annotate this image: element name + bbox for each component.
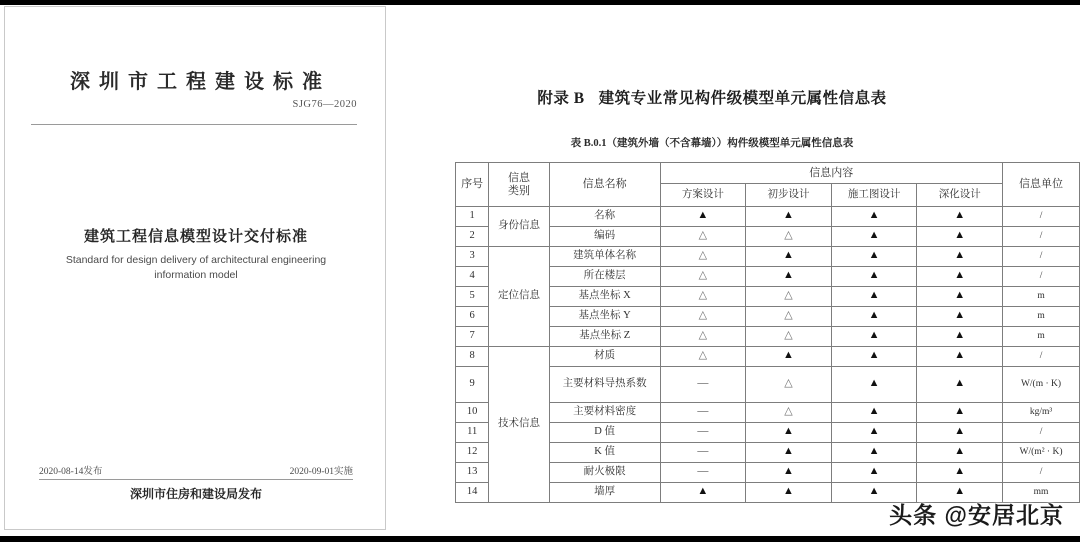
cell-stage-3 xyxy=(917,287,1003,307)
table-row xyxy=(456,367,1080,403)
cell-row-number: 12 xyxy=(456,443,489,463)
filled-triangle-icon: ▲ xyxy=(783,485,794,498)
cell-stage-3 xyxy=(917,443,1003,463)
table-row xyxy=(456,403,1080,423)
filled-triangle-icon: ▲ xyxy=(868,269,880,282)
open-triangle-icon: △ xyxy=(784,329,793,342)
dash-icon: — xyxy=(697,377,709,390)
filled-triangle-icon: ▲ xyxy=(954,349,966,362)
cell-stage-3 xyxy=(917,227,1003,247)
cell-stage-0 xyxy=(660,307,746,327)
filled-triangle-icon: ▲ xyxy=(783,425,794,438)
filled-triangle-icon: ▲ xyxy=(954,269,966,282)
cell-stage-3 xyxy=(917,463,1003,483)
top-black-bar xyxy=(0,0,1080,5)
filled-triangle-icon: ▲ xyxy=(868,485,880,498)
cover-standard-code: SJG76—2020 xyxy=(292,99,357,110)
table-header-row-1 xyxy=(456,163,1080,184)
appendix-page xyxy=(392,6,1080,530)
cell-info-name: 主要材料密度 xyxy=(549,403,660,423)
col-header-stage-3: 深化设计 xyxy=(917,184,1003,207)
filled-triangle-icon: ▲ xyxy=(868,405,880,418)
cell-stage-1 xyxy=(746,463,832,483)
cover-content xyxy=(27,7,365,529)
cell-stage-3 xyxy=(917,267,1003,287)
cell-stage-3 xyxy=(917,327,1003,347)
cell-row-number: 7 xyxy=(456,327,489,347)
appendix-heading-text: 建筑专业常见构件级模型单元属性信息表 xyxy=(598,90,887,107)
cell-stage-1 xyxy=(746,247,832,267)
filled-triangle-icon: ▲ xyxy=(868,309,880,322)
dash-icon: — xyxy=(697,425,709,438)
cover-effective-date: 2020-09-01实施 xyxy=(289,467,353,477)
filled-triangle-icon: ▲ xyxy=(954,377,966,390)
dash-icon: — xyxy=(697,445,709,458)
cell-stage-2 xyxy=(831,247,917,267)
cell-info-name: D 值 xyxy=(549,423,660,443)
open-triangle-icon: △ xyxy=(784,229,793,242)
cell-stage-1 xyxy=(746,267,832,287)
filled-triangle-icon: ▲ xyxy=(697,209,709,222)
cell-category: 定位信息 xyxy=(489,247,549,347)
cell-row-number: 8 xyxy=(456,347,489,367)
cell-stage-2 xyxy=(831,327,917,347)
cell-stage-0 xyxy=(660,403,746,423)
cover-page xyxy=(4,6,386,530)
filled-triangle-icon: ▲ xyxy=(868,445,880,458)
cell-stage-1 xyxy=(746,207,832,227)
filled-triangle-icon: ▲ xyxy=(868,289,880,302)
cover-dates xyxy=(39,463,353,479)
cell-stage-1 xyxy=(746,307,832,327)
filled-triangle-icon: ▲ xyxy=(954,465,966,478)
cell-stage-1 xyxy=(746,287,832,307)
cell-stage-3 xyxy=(917,247,1003,267)
col-header-name: 信息名称 xyxy=(549,163,660,207)
cell-stage-2 xyxy=(831,287,917,307)
filled-triangle-icon: ▲ xyxy=(954,289,966,302)
cell-stage-0 xyxy=(660,483,746,503)
cell-info-name: 所在楼层 xyxy=(549,267,660,287)
cell-row-number: 2 xyxy=(456,227,489,247)
cell-stage-2 xyxy=(831,443,917,463)
cell-unit: / xyxy=(1003,267,1080,287)
cell-stage-1 xyxy=(746,403,832,423)
filled-triangle-icon: ▲ xyxy=(783,445,794,458)
cell-info-name: 基点坐标 Y xyxy=(549,307,660,327)
cell-stage-3 xyxy=(917,423,1003,443)
cell-stage-2 xyxy=(831,423,917,443)
cover-publish-date: 2020-08-14发布 xyxy=(39,467,103,477)
cell-stage-3 xyxy=(917,207,1003,227)
cell-category: 身份信息 xyxy=(489,207,549,247)
open-triangle-icon: △ xyxy=(698,289,708,302)
filled-triangle-icon: ▲ xyxy=(868,229,880,242)
cover-main-title: 建筑工程信息模型设计交付标准 xyxy=(83,228,308,245)
cell-stage-3 xyxy=(917,367,1003,403)
filled-triangle-icon: ▲ xyxy=(783,349,794,362)
cell-stage-3 xyxy=(917,307,1003,327)
table-row xyxy=(456,247,1080,267)
cell-unit: W/(m · K) xyxy=(1003,367,1080,403)
cover-divider-rule xyxy=(31,124,357,125)
table-row xyxy=(456,287,1080,307)
cell-stage-0 xyxy=(660,287,746,307)
cell-unit: / xyxy=(1003,227,1080,247)
cell-stage-0 xyxy=(660,267,746,287)
cell-row-number: 13 xyxy=(456,463,489,483)
filled-triangle-icon: ▲ xyxy=(954,329,966,342)
filled-triangle-icon: ▲ xyxy=(868,465,880,478)
appendix-heading xyxy=(392,86,1032,108)
open-triangle-icon: △ xyxy=(698,309,708,322)
filled-triangle-icon: ▲ xyxy=(868,249,880,262)
cell-unit: m xyxy=(1003,287,1080,307)
cell-row-number: 11 xyxy=(456,423,489,443)
filled-triangle-icon: ▲ xyxy=(954,209,966,222)
cell-stage-0 xyxy=(660,347,746,367)
cell-info-name: 建筑单体名称 xyxy=(549,247,660,267)
table-row xyxy=(456,267,1080,287)
open-triangle-icon: △ xyxy=(698,269,708,282)
col-header-category-line1: 信息 xyxy=(508,171,531,184)
cell-unit: / xyxy=(1003,463,1080,483)
cell-stage-3 xyxy=(917,347,1003,367)
filled-triangle-icon: ▲ xyxy=(954,229,966,242)
cell-stage-2 xyxy=(831,463,917,483)
table-row xyxy=(456,307,1080,327)
attribute-info-table xyxy=(455,162,1080,503)
open-triangle-icon: △ xyxy=(784,289,793,302)
table-body xyxy=(456,207,1080,503)
cell-stage-2 xyxy=(831,347,917,367)
cell-row-number: 5 xyxy=(456,287,489,307)
cell-stage-0 xyxy=(660,423,746,443)
cell-row-number: 6 xyxy=(456,307,489,327)
filled-triangle-icon: ▲ xyxy=(954,249,966,262)
cell-stage-1 xyxy=(746,483,832,503)
col-header-category xyxy=(489,163,549,207)
cell-unit: kg/m³ xyxy=(1003,403,1080,423)
table-row xyxy=(456,207,1080,227)
open-triangle-icon: △ xyxy=(698,349,708,362)
cell-row-number: 9 xyxy=(456,367,489,403)
watermark: 头条 @安居北京 xyxy=(889,502,1064,528)
cell-stage-1 xyxy=(746,327,832,347)
cell-info-name: 耐火极限 xyxy=(549,463,660,483)
cell-row-number: 10 xyxy=(456,403,489,423)
cell-stage-2 xyxy=(831,403,917,423)
table-head xyxy=(456,163,1080,207)
filled-triangle-icon: ▲ xyxy=(868,377,880,390)
cell-row-number: 4 xyxy=(456,267,489,287)
filled-triangle-icon: ▲ xyxy=(868,349,880,362)
cell-stage-3 xyxy=(917,403,1003,423)
filled-triangle-icon: ▲ xyxy=(954,485,966,498)
cell-info-name: 基点坐标 X xyxy=(549,287,660,307)
table-row xyxy=(456,443,1080,463)
col-header-no: 序号 xyxy=(456,163,489,207)
cell-info-name: 材质 xyxy=(549,347,660,367)
cell-stage-2 xyxy=(831,227,917,247)
cover-standard-title: 深圳市工程建设标准 xyxy=(70,71,331,93)
cell-stage-1 xyxy=(746,443,832,463)
cell-stage-1 xyxy=(746,423,832,443)
cover-english-title: Standard for design delivery of architectural engineering information model xyxy=(65,254,327,281)
cell-unit: m xyxy=(1003,307,1080,327)
table-row xyxy=(456,423,1080,443)
cell-stage-2 xyxy=(831,207,917,227)
appendix-label: 附录 B xyxy=(537,90,585,107)
col-header-stage-2: 施工图设计 xyxy=(831,184,917,207)
filled-triangle-icon: ▲ xyxy=(954,309,966,322)
cell-stage-1 xyxy=(746,347,832,367)
filled-triangle-icon: ▲ xyxy=(783,249,794,262)
open-triangle-icon: △ xyxy=(698,229,708,242)
filled-triangle-icon: ▲ xyxy=(783,209,794,222)
cell-info-name: 主要材料导热系数 xyxy=(549,367,660,403)
col-header-content-group: 信息内容 xyxy=(660,163,1002,184)
open-triangle-icon: △ xyxy=(784,309,793,322)
cell-row-number: 1 xyxy=(456,207,489,227)
filled-triangle-icon: ▲ xyxy=(868,329,880,342)
table-row xyxy=(456,463,1080,483)
open-triangle-icon: △ xyxy=(698,249,708,262)
cell-category: 技术信息 xyxy=(489,347,549,503)
table-row xyxy=(456,347,1080,367)
cell-stage-2 xyxy=(831,267,917,287)
cover-dates-rule xyxy=(39,479,353,480)
table-caption: 表 B.0.1（建筑外墙（不含幕墙））构件级模型单元属性信息表 xyxy=(570,138,854,149)
table-row xyxy=(456,327,1080,347)
col-header-category-line2: 类别 xyxy=(508,184,531,197)
col-header-stage-1: 初步设计 xyxy=(746,184,832,207)
cell-row-number: 3 xyxy=(456,247,489,267)
filled-triangle-icon: ▲ xyxy=(954,405,966,418)
cell-info-name: 墙厚 xyxy=(549,483,660,503)
dash-icon: — xyxy=(697,405,709,418)
cell-stage-0 xyxy=(660,207,746,227)
filled-triangle-icon: ▲ xyxy=(868,209,880,222)
cell-stage-2 xyxy=(831,307,917,327)
cell-stage-1 xyxy=(746,367,832,403)
filled-triangle-icon: ▲ xyxy=(954,425,966,438)
cell-stage-2 xyxy=(831,367,917,403)
open-triangle-icon: △ xyxy=(784,405,793,418)
cell-info-name: 名称 xyxy=(549,207,660,227)
filled-triangle-icon: ▲ xyxy=(868,425,880,438)
cell-stage-1 xyxy=(746,227,832,247)
cell-stage-0 xyxy=(660,227,746,247)
cell-info-name: K 值 xyxy=(549,443,660,463)
cover-issuer: 深圳市住房和建设局发布 xyxy=(129,487,262,501)
open-triangle-icon: △ xyxy=(784,377,793,390)
cell-unit: m xyxy=(1003,327,1080,347)
dash-icon: — xyxy=(697,465,709,478)
filled-triangle-icon: ▲ xyxy=(783,465,794,478)
cell-row-number: 14 xyxy=(456,483,489,503)
cell-info-name: 编码 xyxy=(549,227,660,247)
filled-triangle-icon: ▲ xyxy=(954,445,966,458)
cell-stage-0 xyxy=(660,443,746,463)
filled-triangle-icon: ▲ xyxy=(697,485,709,498)
cell-stage-0 xyxy=(660,463,746,483)
col-header-unit: 信息单位 xyxy=(1003,163,1080,207)
cell-unit: / xyxy=(1003,347,1080,367)
cell-unit: / xyxy=(1003,207,1080,227)
cell-stage-0 xyxy=(660,367,746,403)
cell-unit: / xyxy=(1003,423,1080,443)
cell-unit: mm xyxy=(1003,483,1080,503)
cell-info-name: 基点坐标 Z xyxy=(549,327,660,347)
bottom-black-bar xyxy=(0,536,1080,542)
cell-stage-0 xyxy=(660,247,746,267)
cell-unit: W/(m² · K) xyxy=(1003,443,1080,463)
filled-triangle-icon: ▲ xyxy=(783,269,794,282)
open-triangle-icon: △ xyxy=(698,329,708,342)
cell-unit: / xyxy=(1003,247,1080,267)
table-row xyxy=(456,227,1080,247)
cell-stage-0 xyxy=(660,327,746,347)
col-header-stage-0: 方案设计 xyxy=(660,184,746,207)
